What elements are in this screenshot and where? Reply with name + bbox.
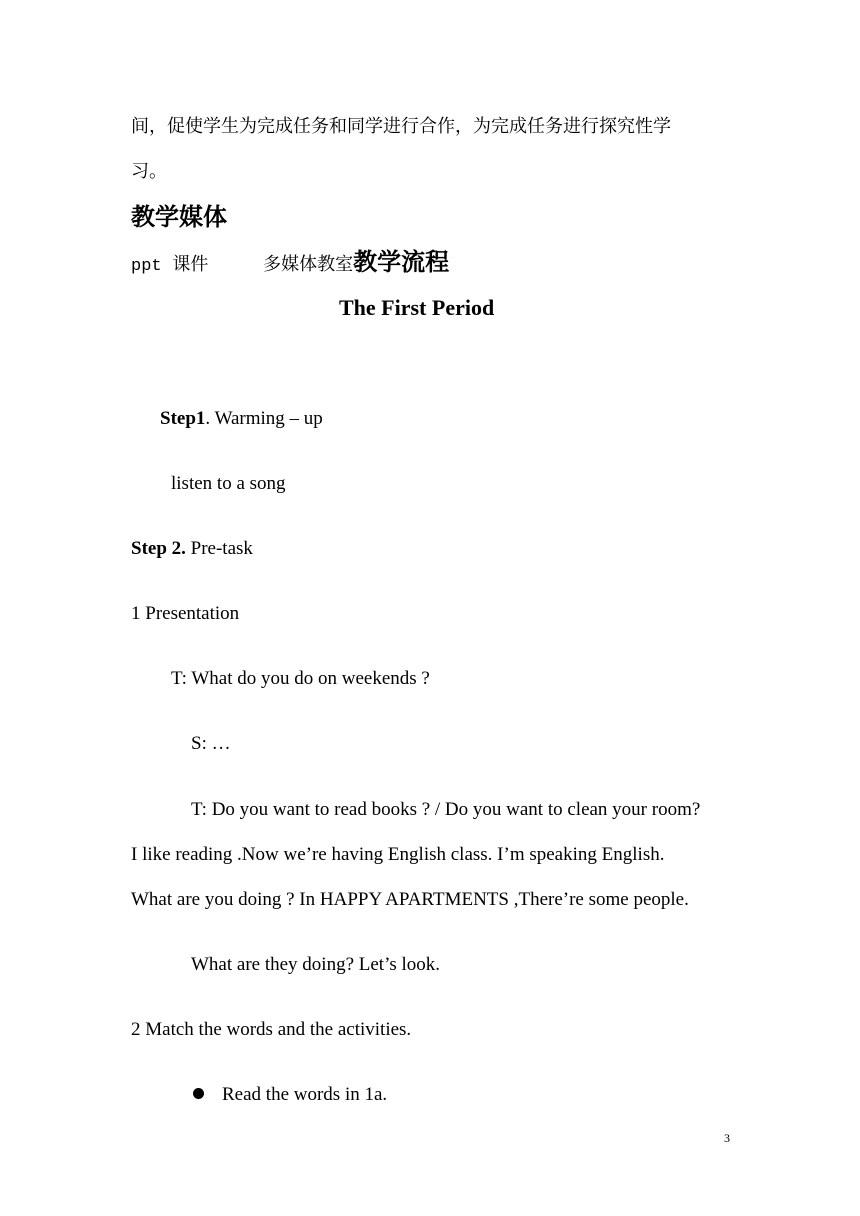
page-number: 3 — [724, 1131, 730, 1145]
step1-activity: listen to a song — [171, 473, 286, 494]
step2-label: Step 2. — [131, 538, 186, 559]
student-answer-1: S: … — [191, 733, 231, 754]
teacher-continuation-3: What are they doing? Let’s look. — [191, 954, 441, 975]
teacher-question-1: T: What do you do on weekends ? — [171, 668, 430, 689]
step2-line — [131, 539, 253, 558]
step1-line — [160, 409, 323, 428]
teaching-flow-heading: 教学流程 — [353, 248, 450, 276]
tool-ppt: ppt — [131, 257, 162, 276]
intro-line-2: 习。 — [131, 161, 167, 182]
teacher-question-2: T: Do you want to read books ? / Do you want to clean your room? — [191, 799, 701, 820]
tool-multimedia-room: 多媒体教室 — [263, 254, 354, 275]
step1-text: . Warming – up — [205, 408, 323, 429]
bullet-item — [193, 1085, 387, 1104]
presentation-heading: 1 Presentation — [131, 603, 240, 624]
teaching-media-heading: 教学媒体 — [131, 203, 227, 231]
step2-text: Pre-task — [185, 538, 253, 559]
match-instruction: 2 Match the words and the activities. — [131, 1019, 412, 1040]
step1-label: Step1 — [160, 408, 206, 429]
teaching-tools-line — [131, 250, 449, 275]
bullet-item-text: Read the words in 1a. — [222, 1084, 388, 1105]
teacher-continuation-2: What are you doing ? In HAPPY APARTMENTS ,There’re some people. — [131, 889, 689, 910]
tool-courseware: 课件 — [172, 254, 209, 275]
bullet-dot-icon — [193, 1088, 204, 1099]
period-title: The First Period — [339, 295, 495, 320]
intro-line-1: 间，促使学生为完成任务和同学进行合作，为完成任务进行探究性学 — [131, 116, 671, 137]
teacher-continuation-1: I like reading .Now we’re having English class. I’m speaking English. — [131, 844, 665, 865]
